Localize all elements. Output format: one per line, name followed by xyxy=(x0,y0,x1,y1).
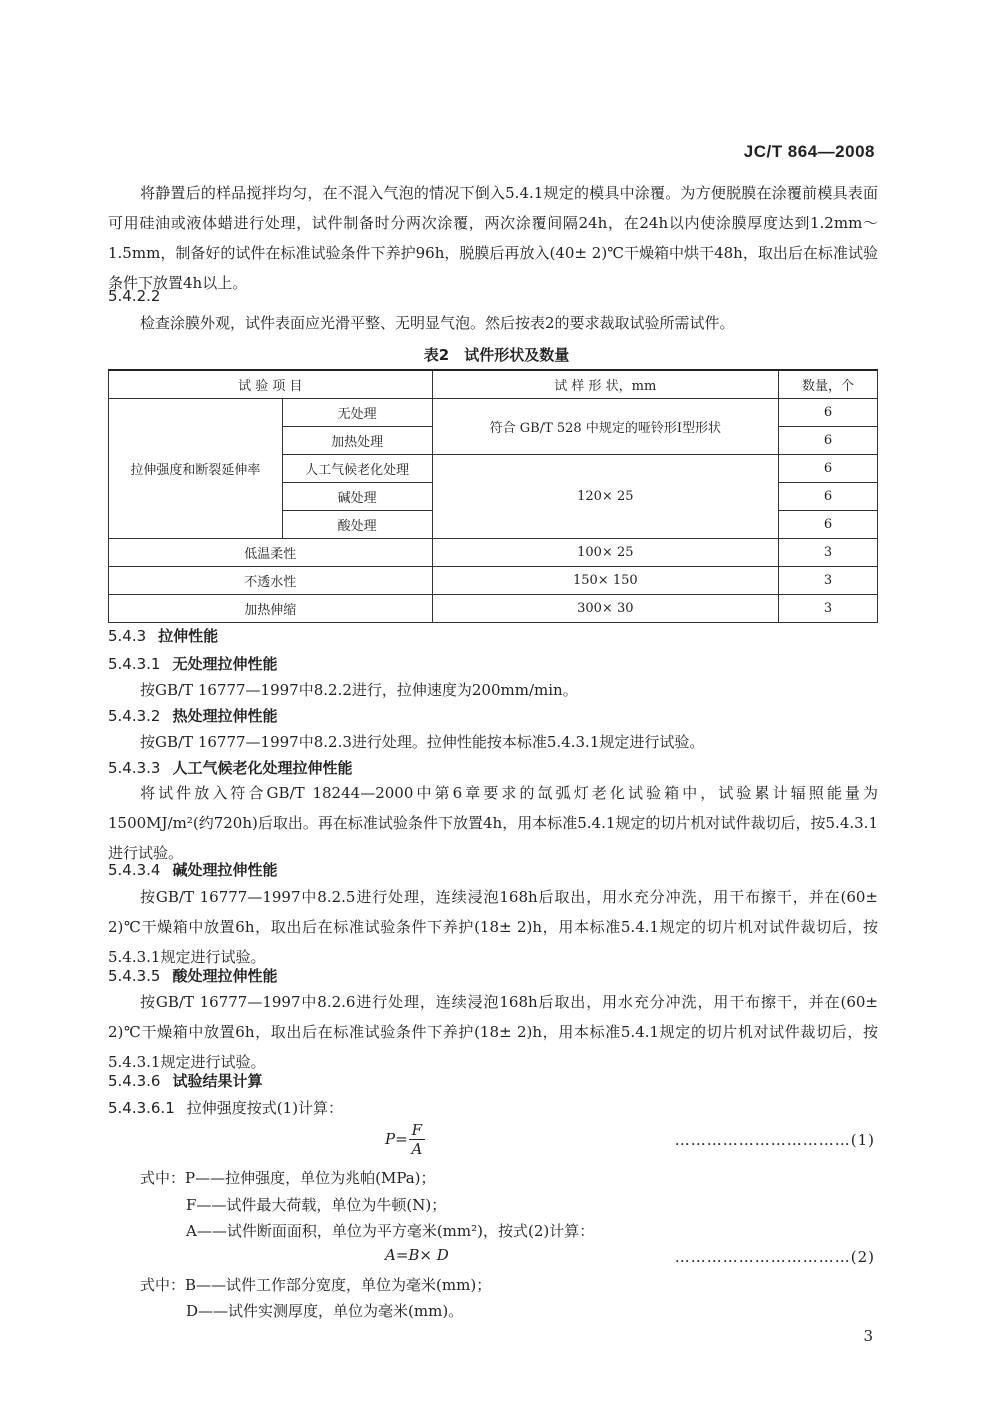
row-item: 加热伸缩 xyxy=(109,595,433,623)
definition-p xyxy=(140,1166,436,1190)
row-qty: 6 xyxy=(779,427,878,455)
paragraph-inspection: 检查涂膜外观，试件表面应光滑平整、无明显气泡。然后按表2的要求裁取试验所需试件。 xyxy=(140,314,735,332)
equation-number-2: ……………………………(2) xyxy=(674,1248,875,1266)
clause-number: 5.4.2.2 xyxy=(108,287,161,305)
paragraph-5-4-3-3: 将试件放入符合GB/T 18244—2000中第6章要求的氙弧灯老化试验箱中，试验累计辐照能量为1500MJ/m²(约720h)后取出。再在标准试验条件下放置4h，用本标准5.4.1规定的切片机对试件裁切后，按5.4.3.1进行试验。 xyxy=(108,784,878,862)
section-number: 5.4.3.3 xyxy=(108,759,161,777)
paragraph-sample-prep: 将静置后的样品搅拌均匀，在不混入气泡的情况下倒入5.4.1规定的模具中涂覆。为方便脱膜在涂覆前模具表面可用硅油或液体蜡进行处理，试件制备时分两次涂覆，两次涂覆间隔24h，在24h以内使涂膜厚度达到1.2mm～1.5mm，制备好的试件在标准试验条件下养护96h，脱膜后再放入(40± 2)℃干燥箱中烘干48h，取出后在标准试验条件下放置4h以上。 xyxy=(108,184,878,292)
row-item: 无处理 xyxy=(282,399,432,427)
table-row xyxy=(109,539,878,567)
header-quantity: 数量，个 xyxy=(779,370,878,399)
section-title: 拉伸性能 xyxy=(158,627,219,645)
fraction-denominator: A xyxy=(411,1140,423,1158)
section-number: 5.4.3.4 xyxy=(108,861,161,879)
table-row xyxy=(109,399,878,427)
row-item: 低温柔性 xyxy=(109,539,433,567)
definition-b xyxy=(140,1273,491,1297)
section-5-4-3-2 xyxy=(108,704,278,728)
shape-dumbbell: 符合 GB/T 528 中规定的哑铃形Ⅰ型形状 xyxy=(432,399,779,455)
section-title: 热处理拉伸性能 xyxy=(172,707,278,725)
row-qty: 6 xyxy=(779,455,878,483)
row-item: 碱处理 xyxy=(282,483,432,511)
table-header-row xyxy=(109,370,878,399)
page-number: 3 xyxy=(863,1327,873,1345)
row-shape: 300× 30 xyxy=(432,595,779,623)
clause-number: 5.4.3.6.1 xyxy=(108,1099,175,1117)
definition-text: P——拉伸强度，单位为兆帕(MPa)； xyxy=(185,1169,436,1187)
row-item: 不透水性 xyxy=(109,567,433,595)
row-shape: 150× 150 xyxy=(432,567,779,595)
section-title: 试验结果计算 xyxy=(172,1072,263,1090)
paragraph-5-4-3-4: 按GB/T 16777—1997中8.2.5进行处理，连续浸泡168h后取出，用水充分冲洗，用干布擦干，并在(60± 2)℃干燥箱中放置6h，取出后在标准试验条件下养护(18± 2)h，用本标准5.4.1规定的切片机对试件裁切后，按5.4.3.1规定进行试验。 xyxy=(108,888,878,966)
formula-1 xyxy=(385,1122,425,1158)
row-shape: 100× 25 xyxy=(432,539,779,567)
row-qty: 3 xyxy=(779,567,878,595)
section-5-4-3-3 xyxy=(108,756,353,780)
definition-intro: 式中： xyxy=(140,1169,186,1187)
section-number: 5.4.3.5 xyxy=(108,967,161,985)
equation-number-1: ……………………………(1) xyxy=(674,1131,875,1149)
section-title: 碱处理拉伸性能 xyxy=(172,861,278,879)
clause-5-4-3-6-1 xyxy=(108,1096,343,1120)
definition-f: F——试件最大荷载，单位为牛顿(N)； xyxy=(186,1196,447,1214)
table-caption: 表2 试件形状及数量 xyxy=(423,346,570,364)
row-qty: 6 xyxy=(779,483,878,511)
section-title: 人工气候老化处理拉伸性能 xyxy=(172,759,353,777)
row-qty: 3 xyxy=(779,595,878,623)
clause-5-4-2-2 xyxy=(108,284,160,308)
definition-d: D——试件实测厚度，单位为毫米(mm)。 xyxy=(186,1302,464,1320)
section-5-4-3-1 xyxy=(108,652,278,676)
definition-intro: 式中： xyxy=(140,1276,186,1294)
specimen-table xyxy=(108,369,878,623)
header-shape: 试 样 形 状，mm xyxy=(432,370,779,399)
row-item: 人工气候老化处理 xyxy=(282,455,432,483)
section-title: 无处理拉伸性能 xyxy=(172,655,278,673)
table-row xyxy=(109,567,878,595)
paragraph-5-4-3-1: 按GB/T 16777—1997中8.2.2进行，拉伸速度为200mm/min。 xyxy=(140,681,578,699)
section-5-4-3-5 xyxy=(108,964,278,988)
row-qty: 6 xyxy=(779,399,878,427)
row-item: 酸处理 xyxy=(282,511,432,539)
section-5-4-3 xyxy=(108,624,218,648)
clause-text: 拉伸强度按式(1)计算： xyxy=(186,1099,344,1117)
row-qty: 3 xyxy=(779,539,878,567)
fraction-numerator: F xyxy=(409,1122,425,1140)
definition-text: B——试件工作部分宽度，单位为毫米(mm)； xyxy=(185,1276,492,1294)
header-test-item: 试 验 项 目 xyxy=(109,370,433,399)
fraction xyxy=(409,1122,425,1158)
row-item: 加热处理 xyxy=(282,427,432,455)
paragraph-5-4-3-2: 按GB/T 16777—1997中8.2.3进行处理。拉伸性能按本标准5.4.3.1规定进行试验。 xyxy=(140,733,705,751)
section-5-4-3-4 xyxy=(108,858,278,882)
formula-lhs: P= xyxy=(385,1130,408,1148)
section-number: 5.4.3 xyxy=(108,627,147,645)
paragraph-5-4-3-5: 按GB/T 16777—1997中8.2.6进行处理，连续浸泡168h后取出，用水充分冲洗，用干布擦干，并在(60± 2)℃干燥箱中放置6h，取出后在标准试验条件下养护(18± 2)h，用本标准5.4.1规定的切片机对试件裁切后，按5.4.3.1规定进行试验。 xyxy=(108,993,878,1071)
shape-120x25: 120× 25 xyxy=(432,455,779,539)
formula-2: A=B× D xyxy=(385,1246,449,1264)
section-number: 5.4.3.1 xyxy=(108,655,161,673)
table-row xyxy=(109,595,878,623)
row-qty: 6 xyxy=(779,511,878,539)
definition-a: A——试件断面面积，单位为平方毫米(mm²)，按式(2)计算： xyxy=(186,1222,595,1240)
section-5-4-3-6 xyxy=(108,1069,263,1093)
section-number: 5.4.3.2 xyxy=(108,707,161,725)
standard-code: JC/T 864—2008 xyxy=(743,142,875,161)
section-title: 酸处理拉伸性能 xyxy=(172,967,278,985)
group-label: 拉伸强度和断裂延伸率 xyxy=(109,399,283,539)
section-number: 5.4.3.6 xyxy=(108,1072,161,1090)
